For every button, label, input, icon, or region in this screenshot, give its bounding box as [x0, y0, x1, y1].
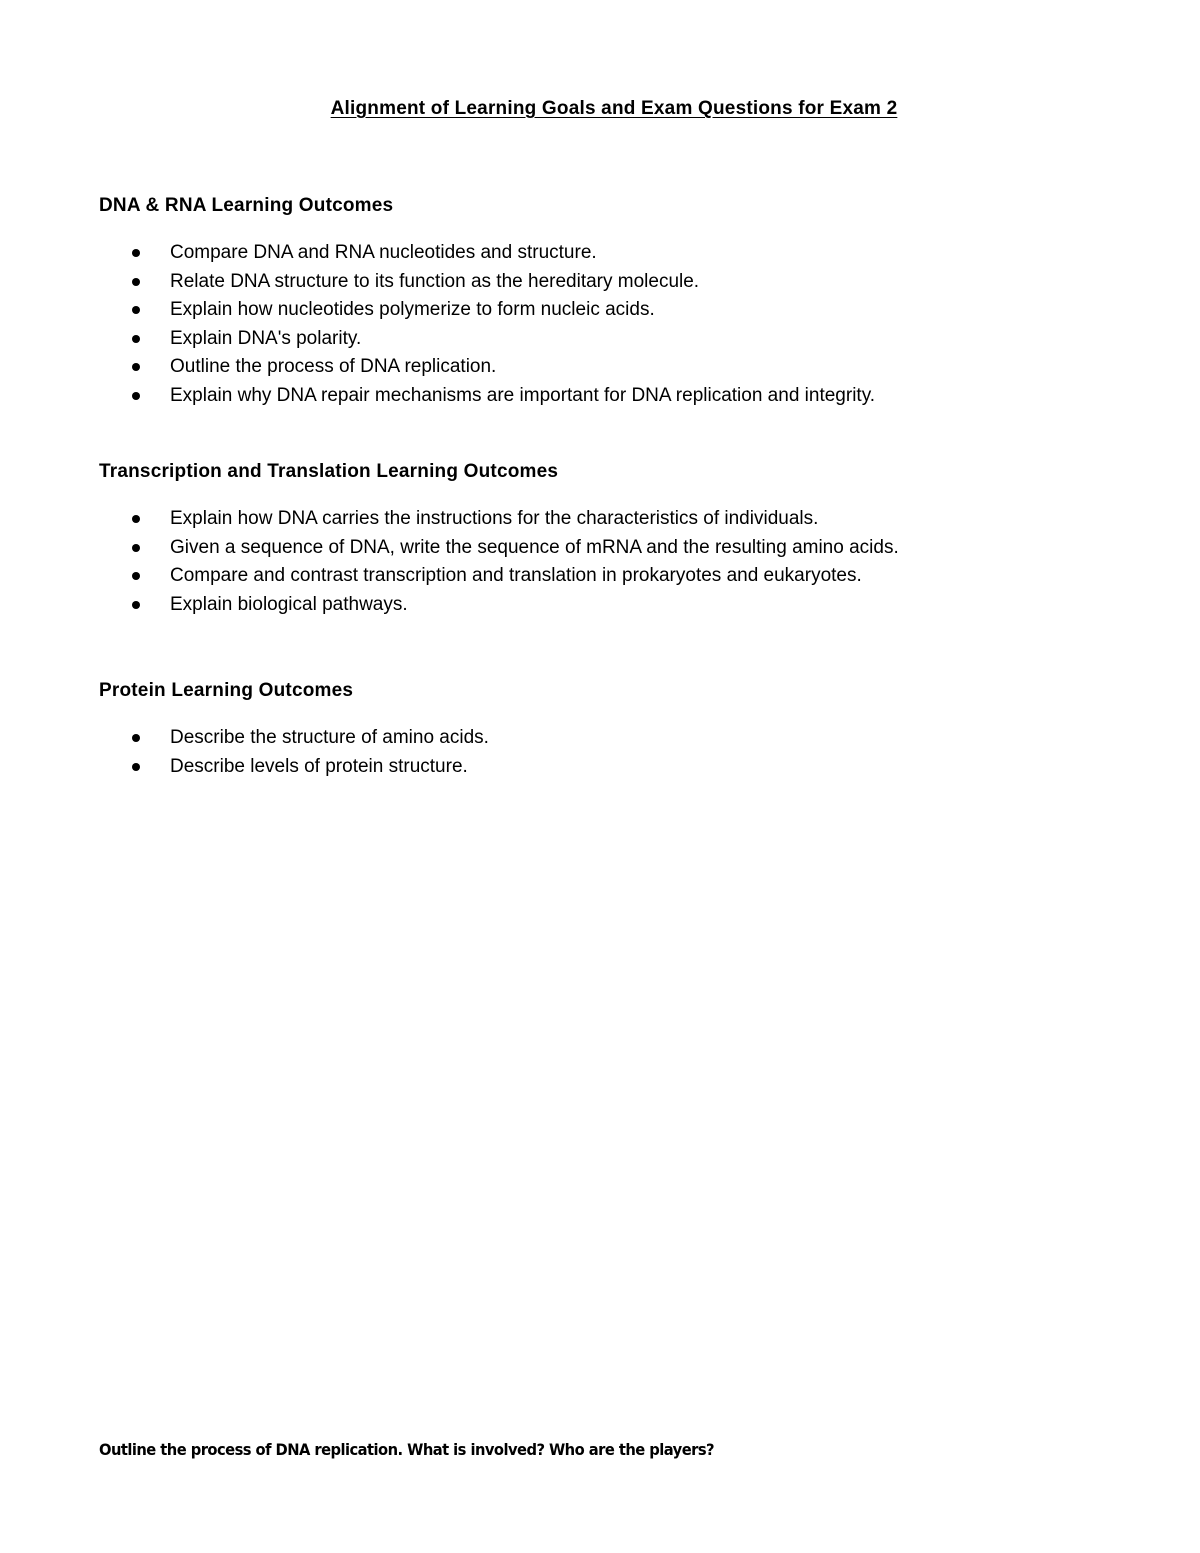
list-item: [99, 296, 1099, 325]
list-item-text: Describe levels of protein structure.: [170, 755, 468, 777]
page-title: Alignment of Learning Goals and Exam Questions for Exam 2: [330, 98, 898, 119]
list-item: [99, 325, 1099, 354]
bullet-icon: [132, 601, 140, 609]
outcome-list: [99, 239, 1099, 411]
list-item-text: Explain DNA's polarity.: [170, 327, 362, 349]
list-item: [99, 268, 1099, 297]
bullet-icon: [132, 572, 140, 580]
section-heading: Transcription and Translation Learning Outcomes: [99, 461, 559, 482]
list-item: [99, 591, 1099, 620]
list-item-text: Outline the process of DNA replication.: [170, 356, 497, 378]
list-item-text: Explain how DNA carries the instructions for the characteristics of individuals.: [170, 508, 819, 529]
bullet-icon: [132, 278, 140, 286]
section-heading: Protein Learning Outcomes: [99, 680, 354, 701]
outcome-list: [99, 724, 1099, 781]
bullet-icon: [132, 306, 140, 314]
list-item-text: Explain how nucleotides polymerize to form nucleic acids.: [170, 299, 655, 321]
list-item: [99, 534, 1099, 563]
list-item: [99, 353, 1099, 382]
bullet-icon: [132, 544, 140, 552]
bullet-icon: [132, 515, 140, 523]
section-dna-rna: [99, 195, 1099, 411]
list-item-text: Relate DNA structure to its function as the hereditary molecule.: [170, 270, 700, 292]
list-item: [99, 505, 1099, 534]
list-item-text: Explain why DNA repair mechanisms are important for DNA replication and integrity.: [170, 384, 876, 406]
section-protein: [99, 680, 1099, 781]
section-heading: DNA & RNA Learning Outcomes: [99, 195, 394, 216]
outcome-list: [99, 505, 1099, 619]
list-item-text: Explain biological pathways.: [170, 593, 408, 615]
list-item: [99, 753, 1099, 782]
list-item-text: Compare DNA and RNA nucleotides and structure.: [170, 242, 597, 263]
list-item: [99, 562, 1099, 591]
bullet-icon: [132, 763, 140, 771]
bullet-icon: [132, 734, 140, 742]
list-item: [99, 382, 1099, 411]
bullet-icon: [132, 392, 140, 400]
bullet-icon: [132, 363, 140, 371]
section-transcription-translation: [99, 461, 1099, 619]
exam-question: Outline the process of DNA replication. What is involved? Who are the players?: [99, 1440, 715, 1459]
list-item-text: Describe the structure of amino acids.: [170, 727, 489, 748]
list-item: [99, 239, 1099, 268]
bullet-icon: [132, 335, 140, 343]
list-item-text: Given a sequence of DNA, write the sequence of mRNA and the resulting amino acids.: [170, 536, 899, 558]
list-item-text: Compare and contrast transcription and translation in prokaryotes and eukaryotes.: [170, 565, 862, 587]
bullet-icon: [132, 249, 140, 257]
list-item: [99, 724, 1099, 753]
